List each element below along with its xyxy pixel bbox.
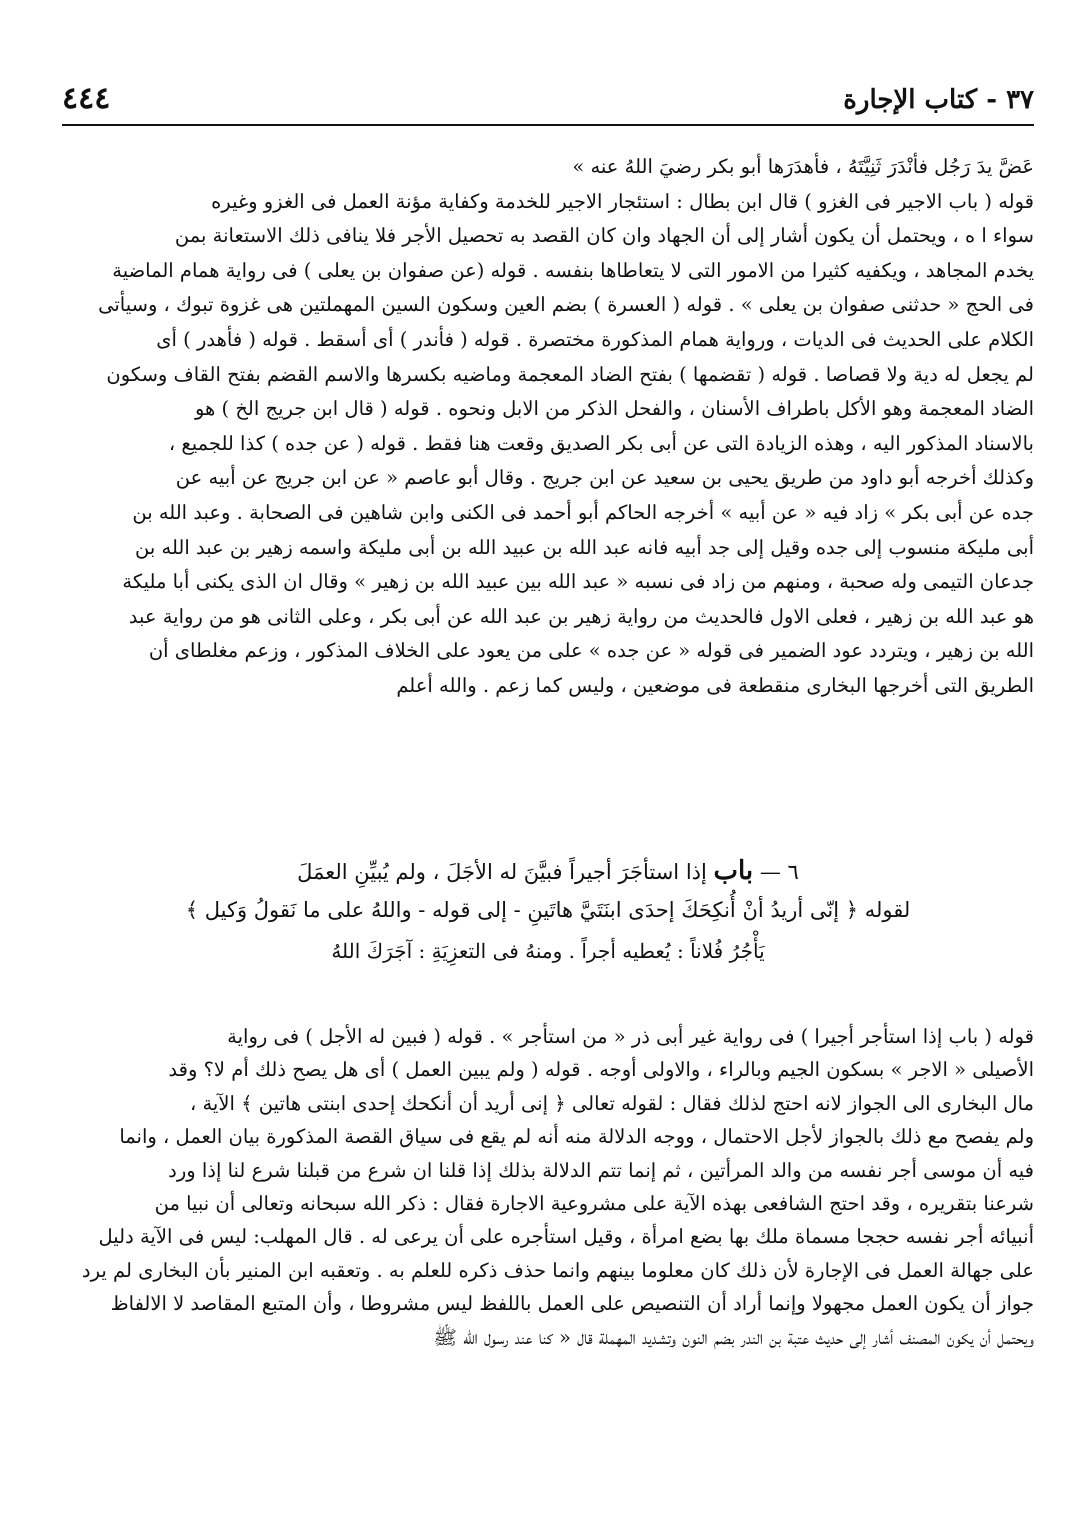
text-line: يخدم المجاهد ، ويكفيه كثيرا من الامور التى لا يتعاطاها بنفسه . قوله (عن صفوان بن يعلى ) فى رواية همام الماضية (112, 258, 1034, 282)
text-line: بالاسناد المذكور اليه ، وهذه الزيادة التى عن أبى بكر الصديق وقعت هنا فقط . قوله ( عن جده ) كذا للجميع ، (168, 431, 1034, 455)
chapter-block (62, 852, 1034, 973)
commentary-text (62, 1020, 1034, 1354)
text-line: الله بن زهير ، ويتردد عود الضمير فى قوله « عن جده » على من يعود على الخلاف المذكور ، وزعم مغلطاى أن (148, 639, 1034, 663)
text-line: جدعان التيمى وله صحبة ، ومنهم من زاد فى نسبه « عبد الله بين عبيد الله بن زهير » وقال ان الذى يكنى أبا مليكة (122, 570, 1034, 594)
chapter-number: ٦ — (759, 860, 799, 884)
main-text (62, 150, 1034, 704)
text-line: فى الحج « حدثنى صفوان بن يعلى » . قوله ( العسرة ) بضم العين وسكون السين المهملتين هى غزوة تبوك ، وسيأتى (98, 293, 1034, 317)
chapter-gloss: يَأْجُرُ فُلاناً : يُعطيه أجراً . ومنهُ فى التعزِيَةِ : آجَرَكَ اللهُ (331, 939, 765, 963)
header-rule (62, 124, 1034, 126)
running-title: ٣٧ - كتاب الإجارة (843, 85, 1034, 115)
text-line: ولم يفصح مع ذلك بالجواز لأجل الاحتمال ، ووجه الدلالة منه أنه لم يقع فى سياق القصة المذكورة بيان العمل ، وانما (119, 1125, 1034, 1149)
text-line: قوله ( باب الاجير فى الغزو ) قال ابن بطال : استئجار الاجير للخدمة وكفاية مؤنة العمل فى الغزو وغيره (211, 189, 1034, 213)
text-line: الكلام على الحديث فى الديات ، ورواية همام المذكورة مختصرة . قوله ( فأندر ) أى أسقط . قوله ( فأهدر ) أى (156, 327, 1034, 351)
text-line: جواز أن يكون العمل مجهولا وإنما أراد أن التنصيص على العمل باللفظ ليس مشروطا ، وأن المتبع المقاصد لا الالفاظ (110, 1292, 1034, 1316)
text-line: هو عبد الله بن زهير ، فعلى الاول فالحديث من رواية زهير بن عبد الله عن أبى بكر ، وعلى الثانى هو من رواية عبد (128, 604, 1034, 628)
text-line: عَضَّ يدَ رَجُل فأنْدَرَ ثَنِيَّتَهُ ، فأهدَرَها أبو بكر رضيَ اللهُ عنه » (572, 155, 1034, 178)
text-line: الضاد المعجمة وهو الأكل باطراف الأسنان ، والفحل الذكر من الابل ونحوه . قوله ( قال ابن جريج الخ ) هو (194, 397, 1034, 421)
text-line: لم يجعل له دية ولا قصاصا . قوله ( تقضمها ) بفتح الضاد المعجمة وماضيه بكسرها والاسم القضم بفتح القاف وسكون (106, 362, 1034, 386)
text-line: أنبيائه أجر نفسه حججا مسماة ملك بها بضع امرأة ، وقيل استأجره على أن يرعى له . قال المهلب: ليس فى الآية دليل (98, 1225, 1034, 1249)
text-line: فيه أن موسى أجر نفسه من والد المرأتين ، ثم إنما تتم الدلالة بذلك إذا قلنا ان شرع من قبلنا شرع لنا إذا ورد (168, 1158, 1034, 1182)
text-line: سواء ا ه ، ويحتمل أن يكون أشار إلى أن الجهاد وان كان القصد به تحصيل الأجر فلا ينافى ذلك الاستعانة بمن (174, 224, 1034, 248)
text-line: جده عن أبى بكر » زاد فيه « عن أبيه » أخرجه الحاكم أبو أحمد فى الكنى وابن شاهين فى الصحابة . وعبد الله بن (132, 500, 1034, 524)
text-line: مال البخارى الى الجواز لانه احتج لذلك فقال : لقوله تعالى ﴿ إنى أريد أن أنكحك إحدى ابنتى هاتين ﴾ الآية ، (189, 1091, 1034, 1115)
text-line: الأصيلى « الاجر » بسكون الجيم وبالراء ، والاولى أوجه . قوله ( ولم يبين العمل ) أى هل يصح ذلك أم لا؟ وقد (168, 1058, 1034, 1082)
chapter-verse: لقوله ﴿ إنّى أريدُ أنْ أُنكِحَكَ إحدَى ابنَتَيَّ هاتَينِ - إلى قوله - واللهُ على ما نَقولُ وَكيل ﴾ (185, 898, 911, 922)
text-line: على جهالة العمل فى الإجارة لأن ذلك كان معلوما بينهم وانما حذف ذكره للعلم به . وتعقبه ابن المنير بأن البخارى لم يرد (81, 1258, 1034, 1282)
text-line: شرعنا بتقريره ، وقد احتج الشافعى بهذه الآية على مشروعية الاجارة فقال : ذكر الله سبحانه وتعالى أن نبيا من (154, 1192, 1034, 1216)
page-number: ٤٤٤ (62, 81, 111, 116)
text-line: قوله ( باب إذا استأجر أجيرا ) فى رواية غير أبى ذر « من استأجر » . قوله ( فبين له الأجل ) فى رواية (227, 1025, 1034, 1048)
text-line: أبى مليكة منسوب إلى جده وقيل إلى جد أبيه فانه عبد الله بن عبيد الله بن أبى مليكة واسمه زهير بن عبد الله بن (135, 535, 1034, 559)
chapter-bab-label: باب (713, 856, 754, 886)
chapter-heading (62, 852, 1034, 891)
chapter-title: إذا استأجَرَ أجيراً فبيَّنَ له الأجَلَ ، ولم يُبيِّنِ العمَلَ (297, 860, 707, 884)
text-line: ويحتمل أن يكون المصنف أشار إلى حديث عتبة بن الندر بضم النون وتشديد المهملة قال « كنا عند رسول الله ﷺ (433, 1325, 1034, 1349)
page-header (62, 76, 1034, 122)
text-line: وكذلك أخرجه أبو داود من طريق يحيى بن سعيد عن ابن جريج . وقال أبو عاصم « عن ابن جريج عن أبيه عن (175, 466, 1034, 490)
text-line: الطريق التى أخرجها البخارى منقطعة فى موضعين ، وليس كما زعم . والله أعلم (396, 673, 1034, 697)
